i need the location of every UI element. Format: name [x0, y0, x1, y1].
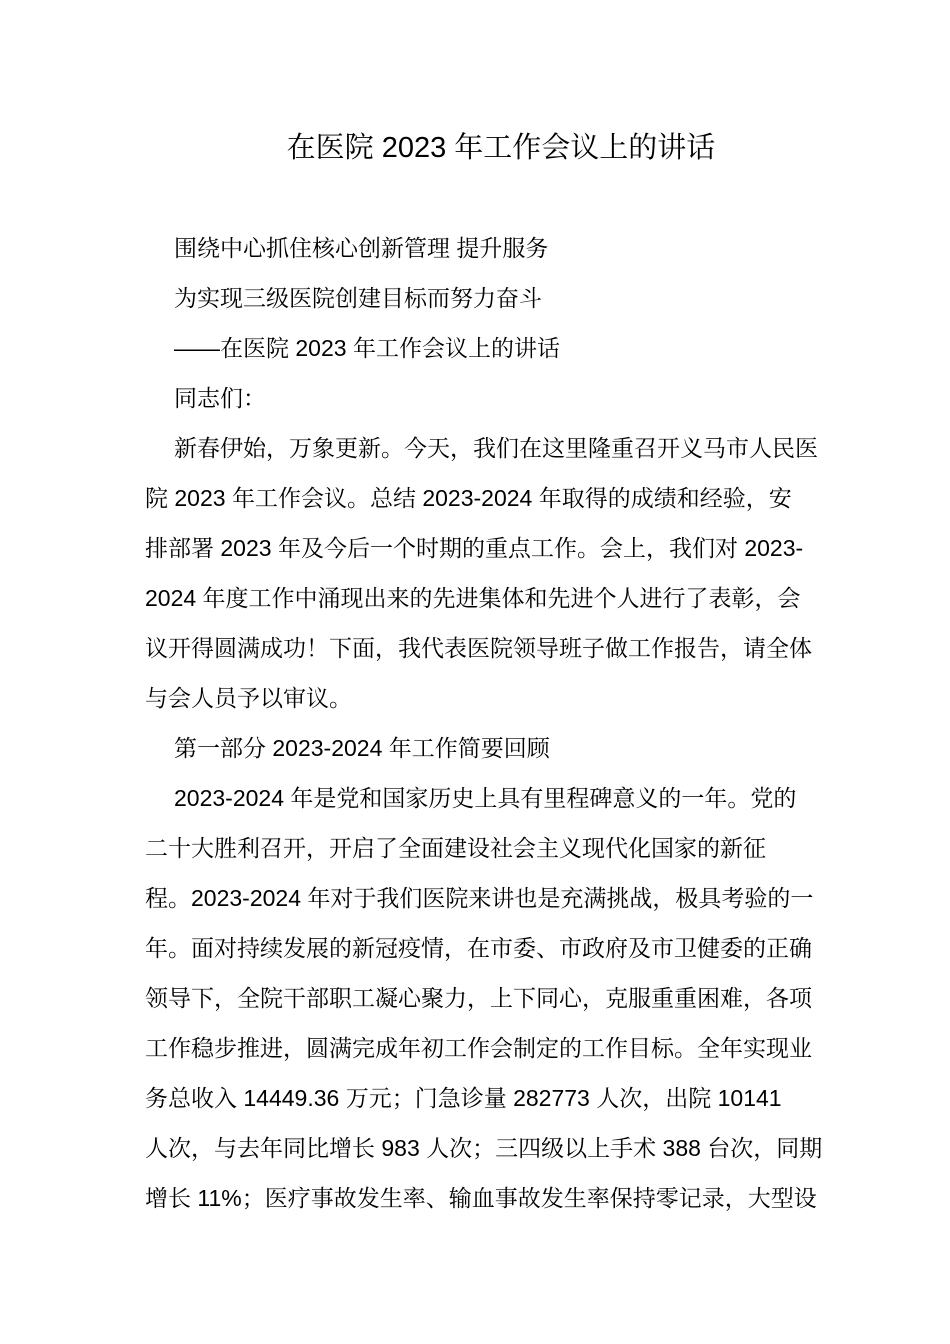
text-line: 二十大胜利召开，开启了全面建设社会主义现代化国家的新征 [145, 835, 766, 861]
text-line: 议开得圆满成功！下面，我代表医院领导班子做工作报告，请全体 [145, 635, 812, 661]
text-line: 人次，与去年同比增长 983 人次；三四级以上手术 388 台次，同期 [145, 1135, 823, 1161]
text-line: 2024 年度工作中涌现出来的先进集体和先进个人进行了表彰，会 [145, 585, 801, 611]
text-line: 年。面对持续发展的新冠疫情，在市委、市政府及市卫健委的正确 [145, 935, 812, 961]
text-line: 2023-2024 年是党和国家历史上具有里程碑意义的一年。党的 [174, 785, 797, 811]
text-line: 第一部分 2023-2024 年工作简要回顾 [174, 735, 550, 761]
text-line: 增长 11%；医疗事故发生率、输血事故发生率保持零记录，大型设 [145, 1185, 817, 1211]
text-line: 领导下，全院干部职工凝心聚力，上下同心，克服重重困难，各项 [145, 985, 812, 1011]
text-line: 务总收入 14449.36 万元；门急诊量 282773 人次，出院 10141 [145, 1085, 782, 1111]
document-body [0, 223, 950, 1223]
text-line: 院 2023 年工作会议。总结 2023-2024 年取得的成绩和经验，安 [145, 485, 792, 511]
text-line: 为实现三级医院创建目标而努力奋斗 [174, 285, 542, 311]
text-line: 工作稳步推进，圆满完成年初工作会制定的工作目标。全年实现业 [145, 1035, 812, 1061]
text-line: ——在医院 2023 年工作会议上的讲话 [174, 335, 560, 361]
text-line: 与会人员予以审议。 [145, 685, 352, 711]
text-line: 围绕中心抓住核心创新管理 提升服务 [174, 235, 549, 261]
document-title: 在医院 2023 年工作会议上的讲话 [286, 132, 716, 164]
text-line: 新春伊始，万象更新。今天，我们在这里隆重召开义马市人民医 [174, 435, 818, 461]
text-line: 同志们： [174, 385, 266, 411]
text-line: 程。2023-2024 年对于我们医院来讲也是充满挑战，极具考验的一 [145, 885, 814, 911]
text-line: 排部署 2023 年及今后一个时期的重点工作。会上，我们对 2023- [145, 535, 804, 561]
